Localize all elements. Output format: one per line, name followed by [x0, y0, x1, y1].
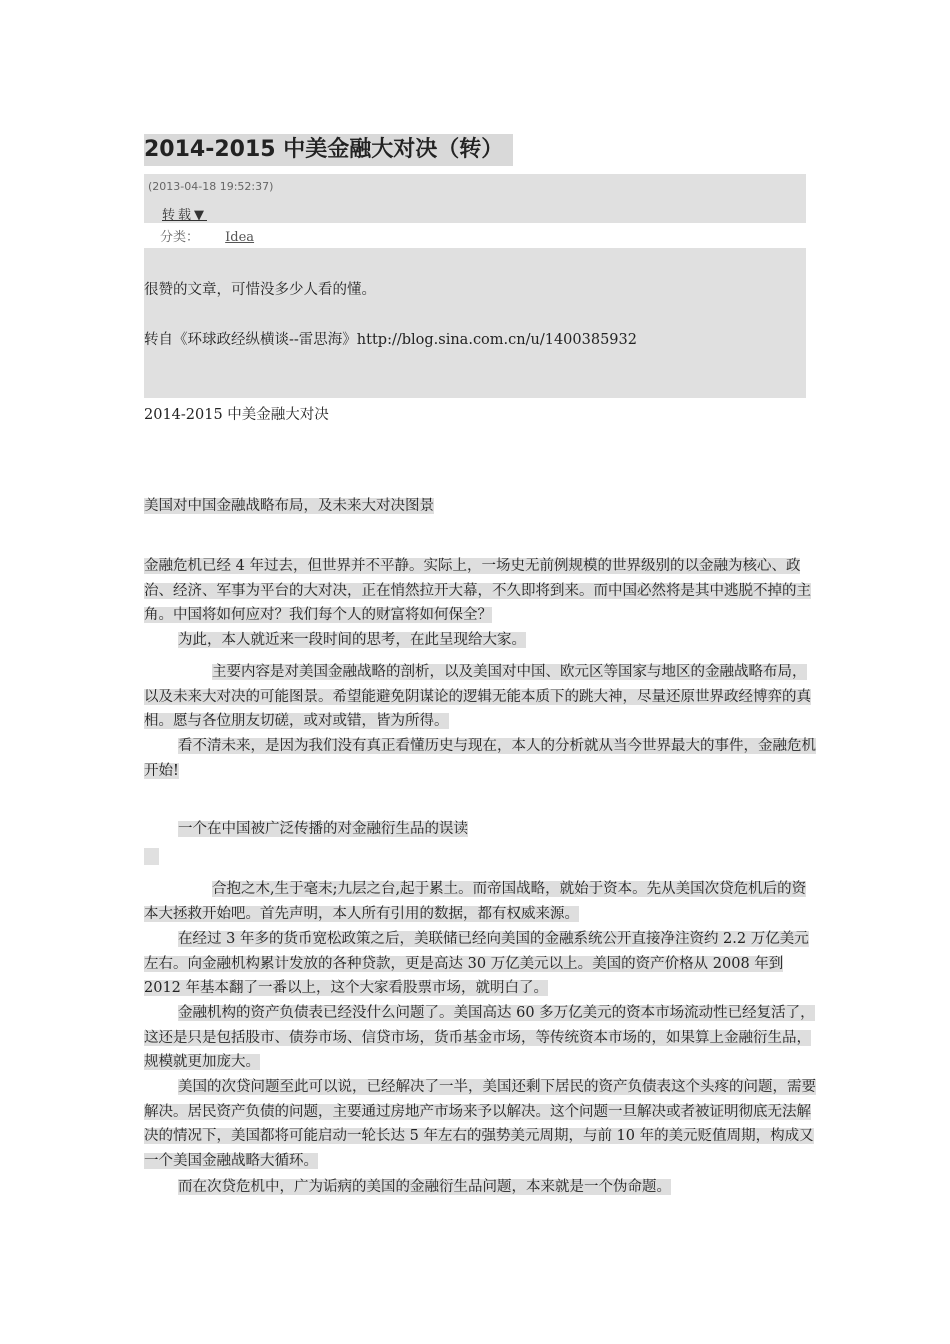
paragraph — [144, 554, 816, 628]
post-date: (2013-04-18 19:52:37) — [148, 180, 274, 193]
paragraph — [144, 1075, 816, 1173]
paragraph-text: 主要内容是对美国金融战略的剖析，以及美国对中国、欧元区等国家与地区的金融战略布局，以及未来大对决的可能图景。希望能避免阴谋论的逻辑无能本质下的跳大神，尽量还原世界政经博弈的真相。愿与各位朋友切磋，或对或错，皆为所得。 — [144, 664, 811, 730]
paragraph-text: 而在次贷危机中，广为诟病的美国的金融衍生品问题，本来就是一个伪命题。 — [178, 1179, 671, 1195]
section-heading — [144, 817, 468, 838]
article-meta — [144, 174, 806, 223]
paragraph-text: 美国的次贷问题至此可以说，已经解决了一半，美国还剩下居民的资产负债表这个头疼的问题，需要解决。居民资产负债的问题，主要通过房地产市场来予以解决。这个问题一旦解决或者被证明彻底无法解决的情况下，美国都将可能启动一轮长达 5 年左右的强势美元周期，与前 10 年的美元贬值周期，构成又一个美国金融战略大循环。 — [144, 1079, 816, 1169]
section-heading-text: 一个在中国被广泛传播的对金融衍生品的误读 — [178, 821, 468, 837]
paragraph — [144, 734, 816, 783]
article-subtitle: 2014-2015 中美金融大对决 — [144, 407, 329, 423]
article-title: 2014-2015 中美金融大对决（转） — [144, 134, 513, 166]
paragraph-text: 为此，本人就近来一段时间的思考，在此呈现给大家。 — [178, 632, 526, 648]
category-label: 分类： — [160, 230, 200, 245]
image-placeholder — [144, 848, 159, 865]
paragraph-text: 合抱之木,生于毫末;九层之台,起于累土。而帝国战略，就始于资本。先从美国次贷危机后的资本大拯救开始吧。首先声明，本人所有引用的数据，都有权威来源。 — [144, 881, 807, 922]
paragraph — [144, 927, 816, 1001]
section-heading-text: 美国对中国金融战略布局，及未来大对决图景 — [144, 498, 434, 514]
paragraph-text: 看不清未来，是因为我们没有真正看懂历史与现在，本人的分析就从当今世界最大的事件，金融危机开始! — [144, 738, 816, 779]
category-row — [160, 226, 254, 245]
intro-comment: 很赞的文章，可惜没多少人看的懂。 — [144, 282, 376, 298]
repost-link[interactable]: 转载▼ — [162, 208, 207, 223]
intro-box — [144, 248, 806, 398]
paragraph-text: 金融危机已经 4 年过去，但世界并不平静。实际上，一场史无前例规模的世界级别的以金融为核心、政治、经济、军事为平台的大对决，正在悄然拉开大幕，不久即将到来。而中国必然将是其中逃脱不掉的主角。中国将如何应对？我们每个人的财富将如何保全？ — [144, 558, 811, 624]
section-heading — [144, 494, 434, 515]
category-link[interactable]: Idea — [225, 230, 255, 245]
paragraph — [144, 1001, 816, 1075]
paragraph — [144, 660, 816, 734]
paragraph — [144, 877, 816, 926]
paragraph-text: 在经过 3 年多的货币宽松政策之后，美联储已经向美国的金融系统公开直接净注资约 2.2 万亿美元左右。向金融机构累计发放的各种贷款，更是高达 30 万亿美元以上。美国的资产价格从 2008 年到 2012 年基本翻了一番以上，这个大家看股票市场，就明白了。 — [144, 931, 809, 997]
intro-source: 转自《环球政经纵横谈--雷思海》http://blog.sina.com.cn/u/1400385932 — [144, 332, 637, 348]
paragraph — [144, 628, 816, 653]
paragraph-text: 金融机构的资产负债表已经没什么问题了。美国高达 60 多万亿美元的资本市场流动性已经复活了，这还是只是包括股市、债券市场、信贷市场，货币基金市场，等传统资本市场的，如果算上金融衍生品，规模就更加庞大。 — [144, 1005, 815, 1071]
paragraph — [144, 1175, 816, 1200]
